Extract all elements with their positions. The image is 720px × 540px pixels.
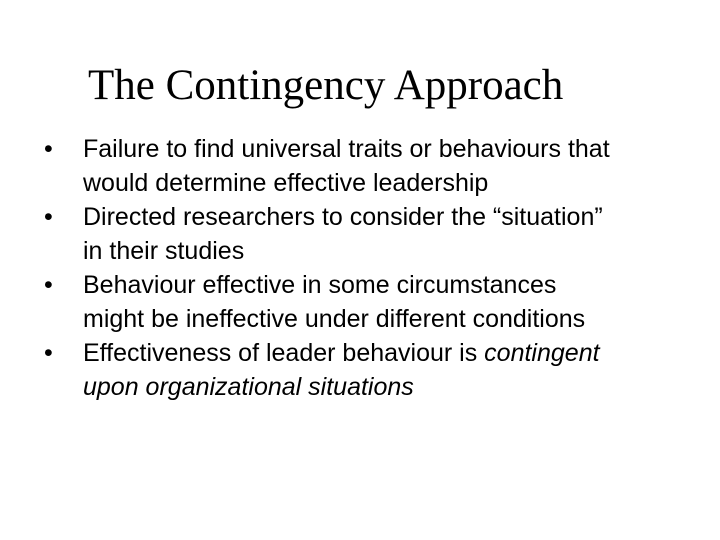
bullet-icon: • (44, 271, 53, 299)
bullet-text-line: might be ineffective under different conditions (83, 305, 586, 333)
bullet-text-emphasis: contingent (484, 339, 600, 367)
bullet-text-line: would determine effective leadership (83, 169, 489, 197)
bullet-icon: • (44, 203, 53, 231)
bullet-item-4 (0, 336, 643, 404)
bullet-text-line: in their studies (83, 237, 245, 265)
bullet-text-plain: Effectiveness of leader behaviour is (83, 339, 485, 367)
bullet-icon: • (44, 135, 53, 163)
bullet-text-line (83, 336, 643, 370)
bullet-item-1 (0, 132, 643, 200)
bullet-item-2 (0, 200, 643, 268)
bullet-text-line: Directed researchers to consider the “situation” (83, 203, 603, 231)
bullet-list (0, 132, 720, 404)
bullet-text-line: Behaviour effective in some circumstances (83, 271, 557, 299)
bullet-item-3 (0, 268, 643, 336)
slide-title: The Contingency Approach (88, 62, 564, 109)
bullet-icon: • (44, 339, 53, 367)
bullet-text-line: Failure to find universal traits or behaviours that (83, 135, 610, 163)
bullet-text-emphasis: upon organizational situations (83, 373, 414, 401)
